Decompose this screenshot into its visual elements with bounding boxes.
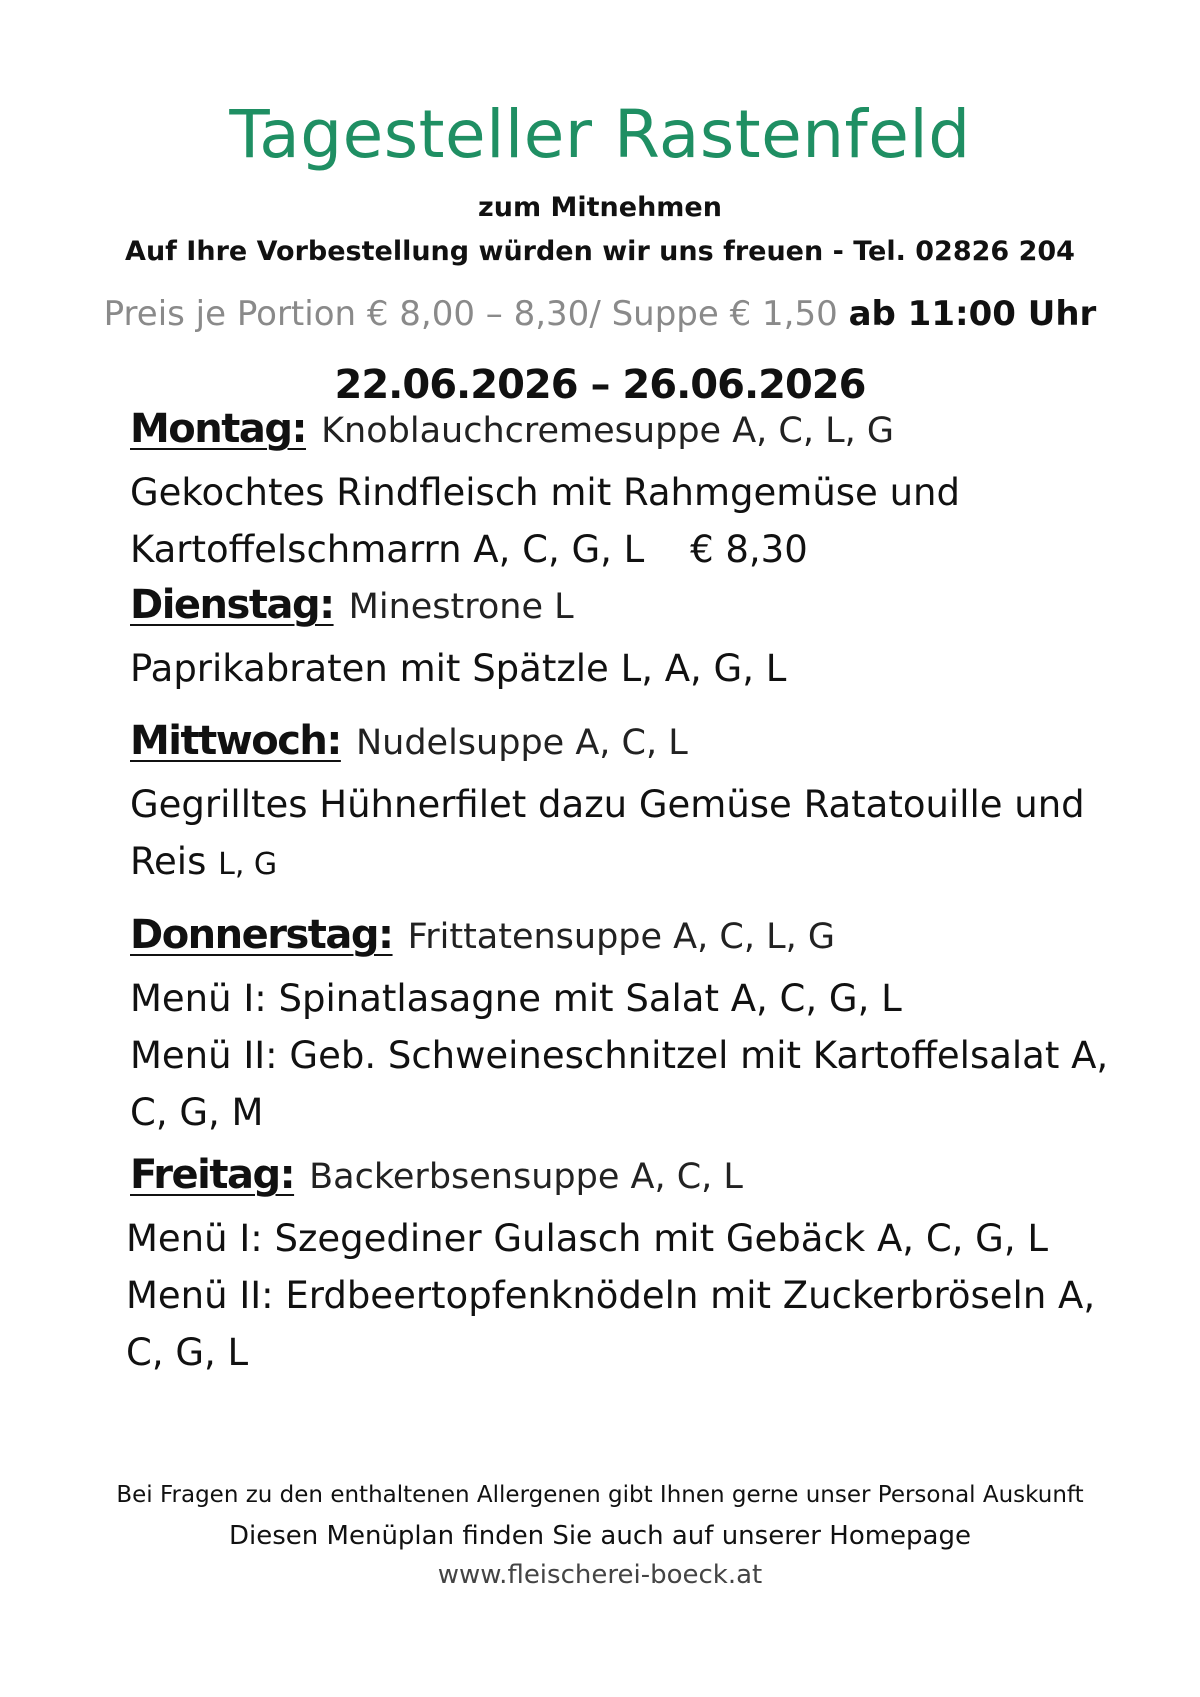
menu-one: Menü I: Spinatlasagne mit Salat A, C, G, L xyxy=(130,977,902,1020)
day-name: Mittwoch: xyxy=(130,718,341,764)
dish-text: Kartoffelschmarrn A, C, G, L xyxy=(130,528,645,571)
day-header xyxy=(130,912,1170,958)
date-range: 22.06.2026 – 26.06.2026 xyxy=(334,362,866,408)
dish-price: € 8,30 xyxy=(690,528,808,571)
day-header xyxy=(130,718,1170,764)
price-text: Preis je Portion € 8,00 – 8,30/ Suppe € 1,50 xyxy=(103,294,838,334)
menu-two: Menü II: Geb. Schweineschnitzel mit Kartoffelsalat A, xyxy=(130,1034,1109,1077)
day-soup: Minestrone L xyxy=(348,587,574,627)
homepage-note: Diesen Menüplan finden Sie auch auf unserer Homepage xyxy=(229,1521,971,1551)
website-link[interactable]: www.fleischerei-boeck.at xyxy=(437,1560,763,1590)
menu-two-cont: C, G, L xyxy=(126,1331,249,1374)
dish-line xyxy=(130,833,1170,893)
dish-line: Gegrilltes Hühnerfilet dazu Gemüse Ratatouille und xyxy=(130,783,1085,826)
dish-line: Gekochtes Rindfleisch mit Rahmgemüse und xyxy=(130,471,960,514)
dish-line xyxy=(130,521,1170,578)
price-time: ab 11:00 Uhr xyxy=(848,294,1097,334)
allergen-note: Bei Fragen zu den enthaltenen Allergenen gibt Ihnen gerne unser Personal Auskunft xyxy=(116,1482,1084,1508)
day-name: Donnerstag: xyxy=(130,912,393,958)
menu-two: Menü II: Erdbeertopfenknödeln mit Zuckerbröseln A, xyxy=(126,1274,1096,1317)
day-header xyxy=(130,582,1170,628)
day-friday xyxy=(126,1152,1170,1381)
day-thursday xyxy=(130,912,1170,1141)
menu-two-cont: C, G, M xyxy=(130,1091,264,1134)
price-info xyxy=(0,294,1200,334)
day-soup: Nudelsuppe A, C, L xyxy=(355,723,688,763)
order-note: Auf Ihre Vorbestellung würden wir uns freuen - Tel. 02826 204 xyxy=(125,236,1075,267)
day-header xyxy=(130,1152,1170,1198)
page-title: Tagesteller Rastenfeld xyxy=(229,96,971,173)
day-header xyxy=(130,406,1170,452)
day-name: Montag: xyxy=(130,406,307,452)
menu-one: Menü I: Szegediner Gulasch mit Gebäck A, C, G, L xyxy=(126,1217,1048,1260)
day-wednesday xyxy=(130,718,1170,893)
day-dish xyxy=(130,464,1170,578)
day-monday xyxy=(130,406,1170,578)
day-soup: Backerbsensuppe A, C, L xyxy=(309,1157,743,1197)
day-name: Dienstag: xyxy=(130,582,334,628)
day-dish xyxy=(126,1210,1170,1381)
day-dish xyxy=(130,640,1170,697)
day-soup: Frittatensuppe A, C, L, G xyxy=(407,917,835,957)
dish-allergens: L, G xyxy=(218,847,278,882)
day-dish xyxy=(130,776,1170,893)
day-dish xyxy=(130,970,1170,1141)
day-name: Freitag: xyxy=(130,1152,295,1198)
day-soup: Knoblauchcremesuppe A, C, L, G xyxy=(321,411,894,451)
day-tuesday xyxy=(130,582,1170,697)
subtitle: zum Mitnehmen xyxy=(478,192,722,223)
dish-text: Reis xyxy=(130,840,207,883)
dish-line: Paprikabraten mit Spätzle L, A, G, L xyxy=(130,647,787,690)
